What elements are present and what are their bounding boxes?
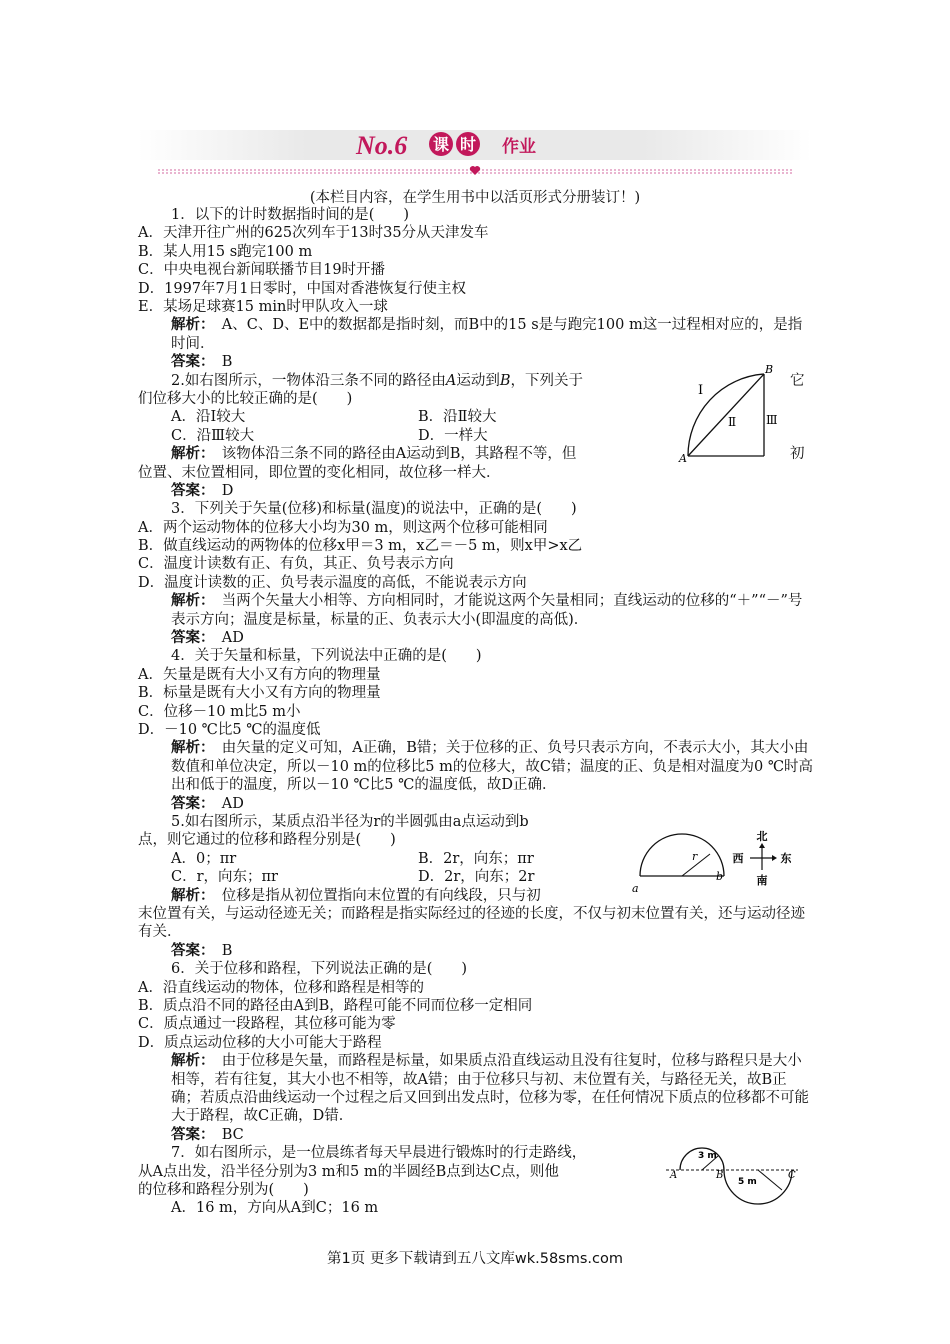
q1-option-c: C．中央电视台新闻联播节目19时开播: [138, 262, 386, 279]
analysis-label: 解析：: [171, 886, 208, 904]
q2-analysis-tail: 初: [790, 446, 805, 463]
q2-point-a: A: [445, 372, 457, 389]
q5-label-a: a: [632, 882, 639, 895]
binding-note: (本栏目内容，在学生用书中以活页形式分册装订！): [309, 190, 641, 206]
q2-stem-part: 2.如右图所示，一物体沿三条不同的路径由: [171, 372, 446, 389]
q1-analysis: [138, 316, 814, 353]
page-footer: 第1页 更多下载请到五八文库wk.58sms.com: [327, 1251, 623, 1267]
q7-label-b: B: [716, 1170, 724, 1181]
q5-semicircle-figure: [628, 826, 798, 896]
q2-label-iii: Ⅲ: [766, 413, 778, 427]
q1-option-b: B．某人用15 s跑完100 m: [138, 243, 313, 260]
q7-stem-line3: 的位移和路程分别为( ): [138, 1181, 309, 1198]
q4-stem: 4．关于矢量和标量，下列说法中正确的是( ): [171, 648, 482, 665]
compass-north: 北: [756, 830, 768, 843]
compass-east: 东: [780, 852, 792, 865]
q6-option-d: D．质点运动位移的大小可能大于路程: [138, 1034, 382, 1051]
q2-option-b: B．沿Ⅱ较大: [418, 409, 497, 426]
q3-answer: [138, 629, 814, 647]
exercise-body: [138, 206, 814, 1218]
q6-option-b: B．质点沿不同的路径由A到B，路程可能不同而位移一定相同: [138, 997, 533, 1014]
q2-stem-tail: 它: [790, 372, 805, 389]
q1-stem: 1．以下的计时数据指时间的是( ): [171, 207, 410, 223]
q6-answer-text: BC: [207, 1126, 244, 1143]
q5-option-c: C．r，向东；πr: [171, 869, 278, 886]
lesson-number: No.6: [356, 131, 408, 160]
q5-stem-line2: 点，则它通过的位移和路程分别是( ): [138, 832, 396, 849]
q2-analysis-text: 该物体沿三条不同的路径由A运动到B，其路程不等，但: [207, 446, 577, 463]
lesson-char-2: 时: [459, 135, 477, 154]
q2-label-a: A: [679, 452, 687, 464]
q2-label-ii: Ⅱ: [728, 415, 737, 429]
q7-stem: 7．如右图所示，是一位晨练者每天早晨进行锻炼时的行走路线，: [171, 1145, 587, 1162]
q5-label-b: b: [716, 870, 724, 883]
q7-option-a: A．16 m，方向从A到C；16 m: [171, 1200, 379, 1217]
q4-option-a: A．矢量是既有大小又有方向的物理量: [138, 666, 381, 683]
answer-label: 答案：: [171, 481, 208, 499]
q7-label-c: C: [788, 1170, 796, 1181]
q5-analysis-text: 位移是指从初位置指向末位置的有向线段，只与初: [207, 887, 541, 904]
analysis-label: 解析：: [171, 316, 208, 334]
q3-analysis-text: 当两个矢量大小相等、方向相同时，才能说这两个矢量相同；直线运动的位移的“＋”“－”号表示方向；温度是标量，标量的正、负表示大小(即温度的高低)．: [171, 593, 803, 628]
q3-option-b: B．做直线运动的两物体的位移x甲＝3 m，x乙＝－5 m，则x甲>x乙: [138, 538, 583, 555]
answer-label: 答案：: [171, 629, 208, 647]
q1-option-a: A．天津开往广州的625次列车于13时35分从天津发车: [138, 225, 489, 242]
q6-analysis: [138, 1052, 814, 1126]
header-banner: [138, 126, 812, 178]
q6-option-c: C．质点通过一段路程，其位移可能为零: [138, 1016, 396, 1033]
q7-stem-line2: 从A点出发，沿半径分别为3 m和5 m的半圆经B点到达C点，则他: [138, 1163, 559, 1180]
q3-option-d: D．温度计读数的正、负号表示温度的高低，不能说表示方向: [138, 574, 527, 591]
q2-label-i: Ⅰ: [698, 383, 704, 398]
q2-analysis-line2: 位置、末位置相同，即位置的变化相同，故位移一样大．: [138, 464, 501, 481]
q1-option-e: E．某场足球赛15 min时甲队攻入一球: [138, 298, 388, 315]
q5-stem: 5.如右图所示，某质点沿半径为r的半圆弧由a点运动到b: [171, 814, 529, 830]
analysis-label: 解析：: [171, 1052, 208, 1070]
q5-option-d: D．2r，向东；2r: [418, 869, 535, 886]
q6-analysis-text: 由于位移是矢量，而路程是标量，如果质点沿直线运动且没有往复时，位移与路程只是大小相等，若有往复，其大小也不相等，故A错；由于位移只与初、末位置有关，与路径无关，故B正确；若质点沿曲线运动一个过程之后又回到出发点时，位移为零，在任何情况下质点的位移都不可能大于路程，故C正确，D错．: [171, 1053, 809, 1125]
lesson-char-1: 课: [432, 135, 450, 154]
q4-option-b: B．标量是既有大小又有方向的物理量: [138, 685, 381, 702]
q5-option-a: A．0；πr: [171, 850, 237, 867]
q2-option-d: D．一样大: [418, 427, 488, 444]
q7-route-figure: [662, 1140, 802, 1210]
q3-option-a: A．两个运动物体的位移大小均为30 m，则这两个位移可能相同: [138, 519, 548, 536]
q2-answer: [138, 482, 814, 500]
q1-answer-text: B: [207, 354, 233, 371]
q3-option-c: C．温度计读数有正、有负，其正、负号表示方向: [138, 556, 454, 573]
q5-answer: [138, 942, 814, 960]
analysis-label: 解析：: [171, 592, 208, 610]
compass-south: 南: [756, 874, 768, 887]
answer-label: 答案：: [171, 941, 208, 959]
q4-answer-text: AD: [207, 795, 244, 812]
q7-label-5m: 5 m: [738, 1177, 757, 1187]
q2-stem-part: 运动到: [456, 372, 500, 389]
q5-analysis-line2: 末位置有关，与运动径迹无关；而路程是指实际经过的径迹的长度，不仅与初末位置有关，还与运动径迹有关．: [138, 905, 805, 941]
answer-label: 答案：: [171, 353, 208, 371]
q3-analysis: [138, 592, 814, 629]
q2-option-c: C．沿Ⅲ较大: [171, 427, 255, 444]
answer-label: 答案：: [171, 794, 208, 812]
q4-analysis-text: 由矢量的定义可知，A正确，B错；关于位移的正、负号只表示方向，不表示大小，其大小由数值和单位决定，所以－10 m的位移比5 m的位移大，故C错；温度的正、负是相对温度为0 ℃时高出和低于的温度，所以－10 ℃比5 ℃的温度低，故D正确．: [171, 740, 814, 794]
heart-icon: [470, 166, 480, 175]
q2-point-b: B: [499, 372, 511, 389]
q5-label-r: r: [692, 850, 698, 863]
homework-label: 作业: [502, 137, 536, 157]
q2-answer-text: D: [207, 482, 234, 499]
q3-answer-text: AD: [207, 630, 244, 647]
q2-option-a: A．沿Ⅰ较大: [171, 409, 246, 426]
q5-option-b: B．2r，向东；πr: [418, 850, 534, 867]
q6-stem: 6．关于位移和路程，下列说法正确的是( ): [171, 961, 468, 978]
q4-option-d: D．－10 ℃比5 ℃的温度低: [138, 722, 321, 738]
compass-west: 西: [732, 852, 744, 865]
q1-analysis-text: A、C、D、E中的数据都是指时刻，而B中的15 s是与跑完100 m这一过程相对应的，是指时间．: [171, 317, 803, 352]
q4-answer: [138, 795, 814, 813]
compass-icon: [733, 830, 792, 887]
q4-analysis: [138, 739, 814, 794]
q3-stem: 3．下列关于矢量(位移)和标量(温度)的说法中，正确的是( ): [171, 501, 577, 518]
q7-label-3m: 3 m: [698, 1151, 717, 1161]
q7-label-a: A: [670, 1170, 678, 1181]
q2-label-b: B: [765, 364, 774, 376]
q4-option-c: C．位移－10 m比5 m小: [138, 703, 301, 720]
analysis-label: 解析：: [171, 445, 208, 463]
q2-path-figure: [678, 364, 778, 464]
q2-stem-line2: 们位移大小的比较正确的是( ): [138, 390, 353, 407]
q5-answer-text: B: [207, 942, 233, 959]
answer-label: 答案：: [171, 1125, 208, 1143]
q1-option-d: D．1997年7月1日零时，中国对香港恢复行使主权: [138, 280, 466, 297]
analysis-label: 解析：: [171, 739, 208, 757]
q6-option-a: A．沿直线运动的物体，位移和路程是相等的: [138, 979, 424, 996]
q2-stem-part: ，下列关于: [510, 372, 583, 389]
